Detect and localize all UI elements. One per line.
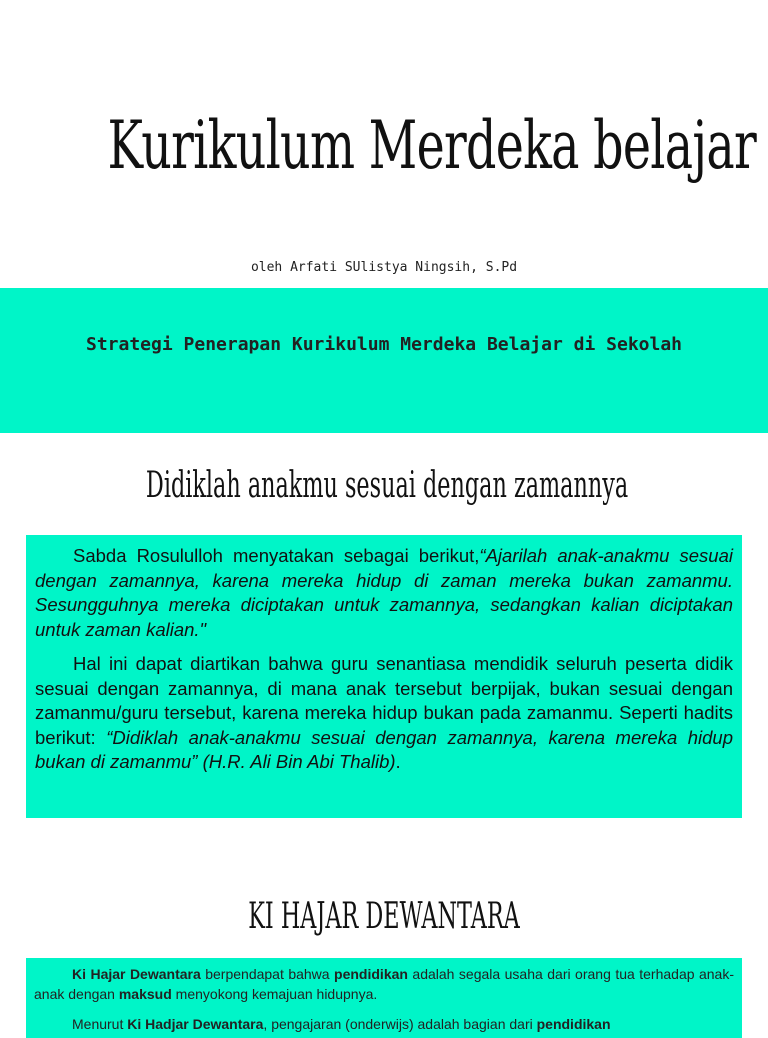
- bold-term: maksud: [118, 986, 172, 1002]
- info-box-ki-hajar: [26, 958, 742, 1038]
- paragraph-text: menyokong kemajuan hidupnya.: [171, 986, 378, 1002]
- subtitle: Strategi Penerapan Kurikulum Merdeka Belajar di Sekolah: [85, 334, 683, 355]
- paragraph-text: Hal ini dapat diartikan bahwa guru senantiasa mendidik seluruh peserta didik sesuai dengan zamannya, di mana anak tersebut berpijak, bukan sesuai dengan zamanmu/guru tersebut, karena mereka hidup bukan pada zamanmu. Seperti hadits berikut:: [35, 653, 733, 748]
- bold-term: pendidikan: [334, 966, 408, 982]
- paragraph-interpretation: [26, 642, 742, 775]
- paragraph-text: Menurut: [72, 1016, 128, 1032]
- paragraph-text: adalah segala usaha dari orang tua terhadap anak-anak dengan: [34, 966, 734, 1002]
- paragraph-definition: [26, 958, 742, 1004]
- paragraph-pengajaran: [26, 1004, 742, 1034]
- paragraph-text: , pengajaran (onderwijs) adalah bagian dari: [263, 1016, 537, 1032]
- author-line: oleh Arfati SUlistya Ningsih, S.Pd: [250, 260, 518, 275]
- quote-text: “Didiklah anak-anakmu sesuai dengan zamannya, karena mereka hidup bukan di zamanmu” (H.R. Ali Bin Abi Thalib): [35, 726, 734, 772]
- quote-text: “Ajarilah anak-anakmu sesuai dengan zamannya, karena mereka hidup di zaman mereka bukan zamanmu. Sesungguhnya mereka diciptakan untuk zamannya, sedangkan kalian diciptakan untuk zaman kalian.": [35, 545, 733, 640]
- paragraph-sabda: [26, 535, 742, 642]
- subtitle-band: [0, 288, 768, 433]
- quote-box-zaman: [26, 535, 742, 818]
- paragraph-text: .: [395, 751, 401, 772]
- bold-term: pendidikan: [536, 1016, 611, 1032]
- paragraph-text: berpendapat bahwa: [200, 966, 335, 982]
- bold-term: Ki Hadjar Dewantara: [127, 1016, 264, 1032]
- bold-term: Ki Hajar Dewantara: [72, 966, 201, 982]
- section-heading-zaman: Didiklah anakmu sesuai dengan zamannya: [145, 465, 629, 506]
- page-title: Kurikulum Merdeka belajar: [107, 107, 756, 184]
- paragraph-text: Sabda Rosululloh menyatakan sebagai berikut,: [73, 545, 480, 566]
- section-heading-ki-hajar: KI HAJAR DEWANTARA: [248, 896, 520, 937]
